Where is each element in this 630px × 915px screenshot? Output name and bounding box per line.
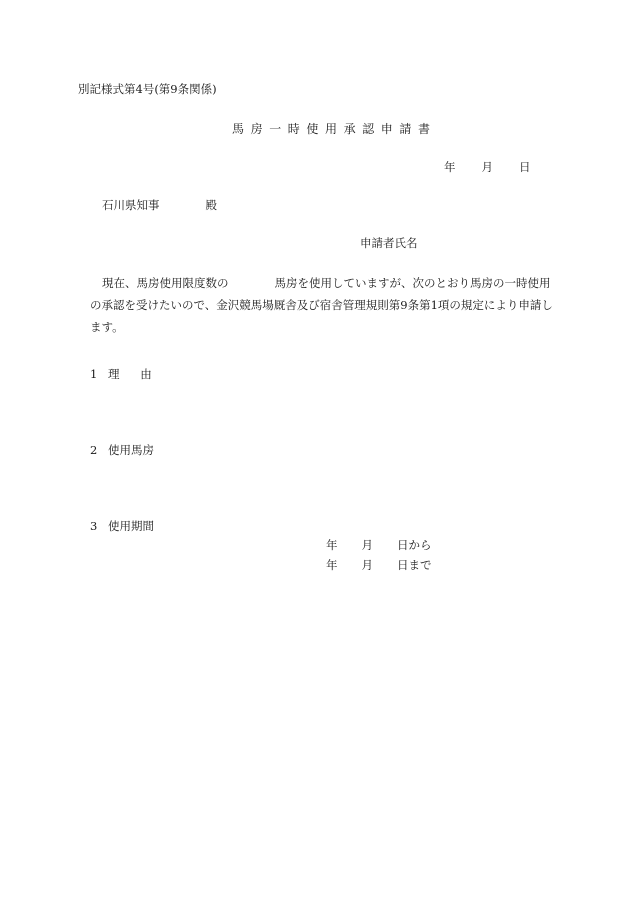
period-from-day: 日から bbox=[397, 538, 432, 552]
period-to-line bbox=[326, 560, 432, 572]
addressee-name: 石川県知事 bbox=[102, 198, 160, 212]
application-body bbox=[90, 272, 555, 338]
period-to-day: 日まで bbox=[397, 558, 432, 572]
document-title: 馬房一時使用承認申請書 bbox=[232, 122, 437, 136]
addressee bbox=[102, 200, 217, 212]
date-month-label: 月 bbox=[481, 160, 493, 174]
date-year-label: 年 bbox=[444, 160, 456, 174]
body-text-part2: 馬房を使用していますが、次のとおり馬房の一時使用の承認を受けたいので、金沢競馬場厩舎及び宿舎管理規則第9条第1項の規定により申請します。 bbox=[90, 276, 553, 334]
item-label: 使用期間 bbox=[108, 519, 154, 533]
item-label: 理由 bbox=[108, 367, 173, 381]
addressee-honorific: 殿 bbox=[205, 198, 217, 212]
period-from-month: 月 bbox=[361, 538, 373, 552]
applicant-name-label: 申請者氏名 bbox=[360, 236, 418, 250]
item-number: 1 bbox=[90, 367, 98, 381]
date-line bbox=[444, 162, 531, 174]
item-period bbox=[90, 521, 154, 533]
period-from-line bbox=[326, 540, 432, 552]
item-number: 3 bbox=[90, 519, 98, 533]
date-day-label: 日 bbox=[519, 160, 531, 174]
period-from-year: 年 bbox=[326, 538, 338, 552]
item-label: 使用馬房 bbox=[108, 443, 154, 457]
period-to-month: 月 bbox=[361, 558, 373, 572]
item-stall bbox=[90, 445, 154, 457]
item-reason bbox=[90, 369, 172, 381]
item-number: 2 bbox=[90, 443, 98, 457]
form-number: 別記様式第4号(第9条関係) bbox=[78, 82, 217, 96]
body-text-part1: 現在、馬房使用限度数の bbox=[102, 276, 229, 290]
period-to-year: 年 bbox=[326, 558, 338, 572]
